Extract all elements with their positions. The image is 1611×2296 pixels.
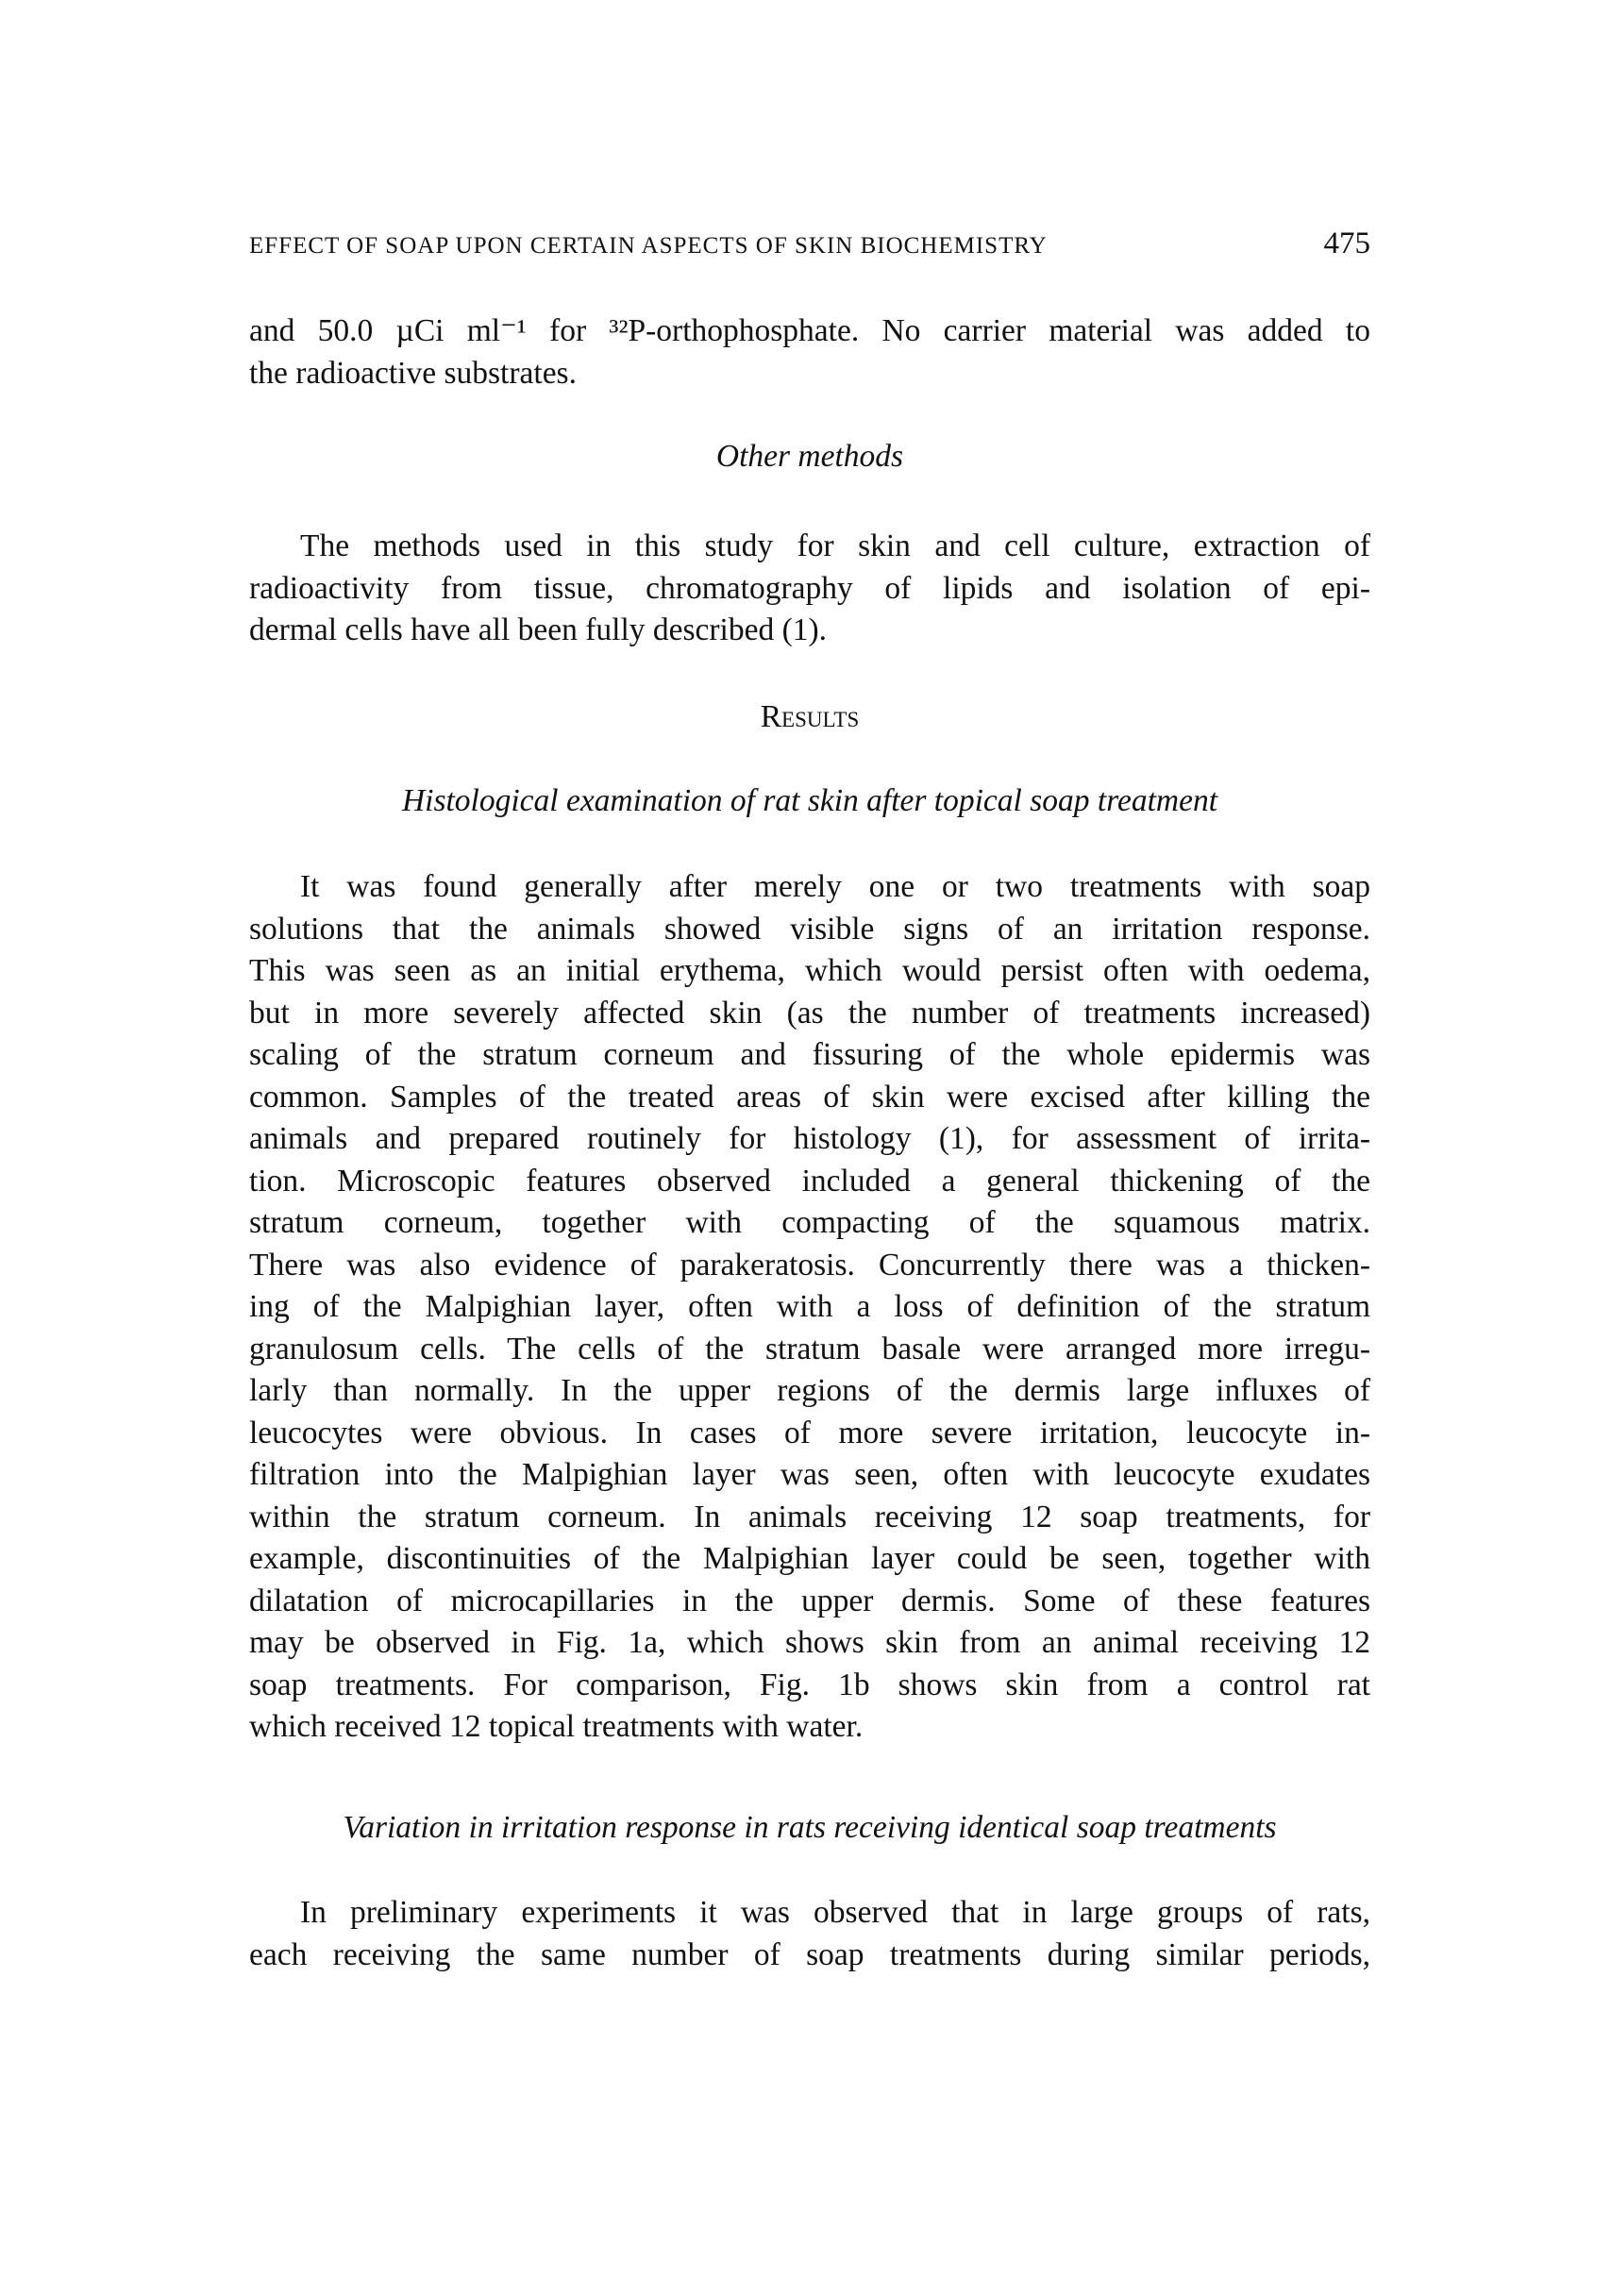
- text-line: In preliminary experiments it was observed that in large groups of rats,: [300, 1895, 1370, 1930]
- text-line: within the stratum corneum. In animals receiving 12 soap treatments, for: [249, 1499, 1370, 1534]
- text-line: solutions that the animals showed visible signs of an irritation response.: [249, 911, 1370, 947]
- text-line: granulosum cells. The cells of the stratum basale were arranged more irregu-: [249, 1331, 1370, 1366]
- variation-paragraph: [249, 1892, 1370, 1976]
- text-line: stratum corneum, together with compacting of the squamous matrix.: [249, 1205, 1370, 1240]
- text-line: soap treatments. For comparison, Fig. 1b shows skin from a control rat: [249, 1667, 1370, 1702]
- section-heading-histology: Histological examination of rat skin after topical soap treatment: [401, 783, 1218, 818]
- text-line: It was found generally after merely one or two treatments with soap: [300, 869, 1370, 904]
- text-line: each receiving the same number of soap treatments during similar periods,: [249, 1936, 1370, 1972]
- page-number: 475: [1323, 226, 1370, 260]
- text-line: There was also evidence of parakeratosis. Concurrently there was a thicken-: [249, 1247, 1370, 1282]
- text-line: ing of the Malpighian layer, often with a loss of definition of the stratum: [249, 1289, 1370, 1324]
- results-heading: Results: [760, 699, 860, 734]
- text-line: filtration into the Malpighian layer was seen, often with leucocyte exudates: [249, 1457, 1370, 1492]
- text-line: The methods used in this study for skin and cell culture, extraction of: [300, 528, 1370, 563]
- text-line: dermal cells have all been fully described (1).: [249, 612, 828, 647]
- text-line: dilatation of microcapillaries in the upper dermis. Some of these features: [249, 1583, 1370, 1618]
- text-line: tion. Microscopic features observed included a general thickening of the: [249, 1163, 1370, 1198]
- histology-paragraph: [249, 866, 1370, 1749]
- text-line: animals and prepared routinely for histology (1), for assessment of irrita-: [249, 1121, 1370, 1156]
- running-title: EFFECT OF SOAP UPON CERTAIN ASPECTS OF SKIN BIOCHEMISTRY: [249, 233, 1048, 259]
- running-header: [249, 226, 1370, 261]
- text-line: common. Samples of the treated areas of skin were excised after killing the: [249, 1079, 1370, 1114]
- text-line: which received 12 topical treatments with water.: [249, 1709, 864, 1744]
- intro-paragraph: [249, 310, 1370, 394]
- text-line: and 50.0 µCi ml⁻¹ for ³²P-orthophosphate. No carrier material was added to: [249, 313, 1370, 348]
- text-line: radioactivity from tissue, chromatography of lipids and isolation of epi-: [249, 570, 1370, 606]
- text-line: This was seen as an initial erythema, which would persist often with oedema,: [249, 953, 1370, 988]
- section-heading-variation: Variation in irritation response in rats receiving identical soap treatments: [343, 1810, 1277, 1845]
- text-line: the radioactive substrates.: [249, 355, 577, 391]
- section-heading-other-methods: Other methods: [715, 439, 904, 474]
- other-methods-paragraph: [249, 526, 1370, 652]
- text-line: but in more severely affected skin (as the number of treatments increased): [249, 995, 1370, 1031]
- text-line: leucocytes were obvious. In cases of more severe irritation, leucocyte in-: [249, 1415, 1370, 1450]
- text-line: scaling of the stratum corneum and fissuring of the whole epidermis was: [249, 1037, 1370, 1072]
- text-line: example, discontinuities of the Malpighian layer could be seen, together with: [249, 1541, 1370, 1576]
- text-line: larly than normally. In the upper regions of the dermis large influxes of: [249, 1373, 1370, 1408]
- text-line: may be observed in Fig. 1a, which shows skin from an animal receiving 12: [249, 1625, 1370, 1660]
